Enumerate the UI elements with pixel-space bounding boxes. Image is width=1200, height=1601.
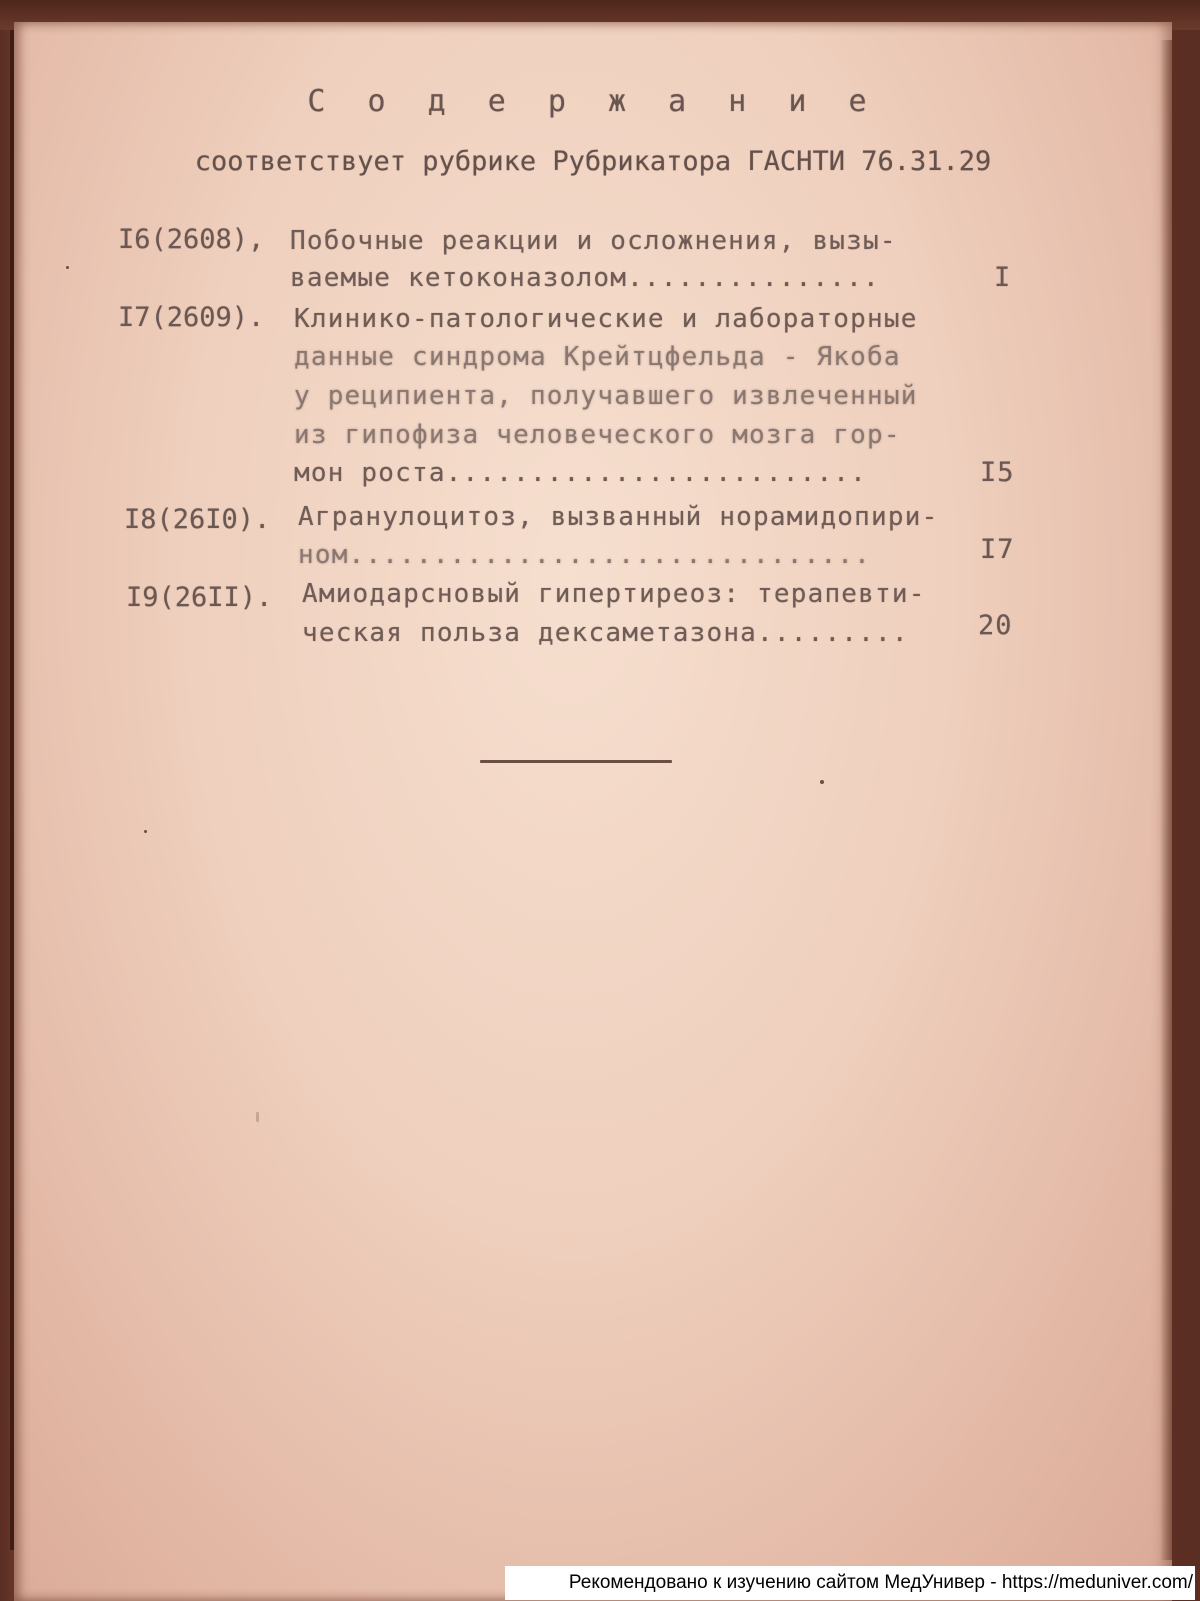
page-title: С о д е р ж а н и е (307, 84, 879, 119)
entry-page-number: 20 (978, 610, 1013, 641)
entry-number: I6(2608), (118, 224, 265, 255)
entry-page-number: I7 (980, 534, 1015, 565)
entry-page-number: I (994, 262, 1012, 293)
entry-number: I9(26II). (126, 582, 273, 613)
entry-title-line: Клинико-патологические и лабораторные (294, 304, 918, 334)
ink-speck (144, 830, 147, 833)
entry-title-line: у реципиента, получавшего извлеченный (294, 381, 918, 411)
ink-speck (820, 780, 824, 784)
entry-title-line: из гипофиза человеческого мозга гор- (294, 420, 901, 450)
ink-speck (256, 1112, 259, 1122)
page-right-edge (1160, 40, 1172, 1560)
page-subtitle: соответствует рубрике Рубрикатора ГАСНТИ 76.31.29 (194, 146, 992, 177)
entry-title-line: Побочные реакции и осложнения, вызы- (290, 226, 897, 256)
closing-rule (480, 760, 672, 763)
entry-title-line: ваемые кетоконазолом............... (290, 263, 880, 293)
site-watermark: Рекомендовано к изучению сайтом МедУнивер - https://meduniver.com/ (505, 1566, 1195, 1600)
entry-title-line: Агранулоцитоз, вызванный норамидопири- (298, 502, 939, 532)
entry-number: I8(26I0). (124, 504, 271, 535)
entry-title-line: данные синдрома Крейтцфельда - Якоба (294, 342, 901, 372)
entry-number: I7(2609). (118, 302, 265, 333)
entry-title-line: мон роста......................... (294, 458, 868, 488)
entry-page-number: I5 (980, 457, 1015, 488)
entry-title-line: ном............................... (298, 540, 872, 570)
document-page (14, 22, 1172, 1601)
entry-title-line: Амиодарсновый гипертиреоз: терапевти- (302, 579, 926, 609)
entry-title-line: ческая польза дексаметазона......... (302, 618, 909, 648)
ink-speck (66, 266, 69, 269)
